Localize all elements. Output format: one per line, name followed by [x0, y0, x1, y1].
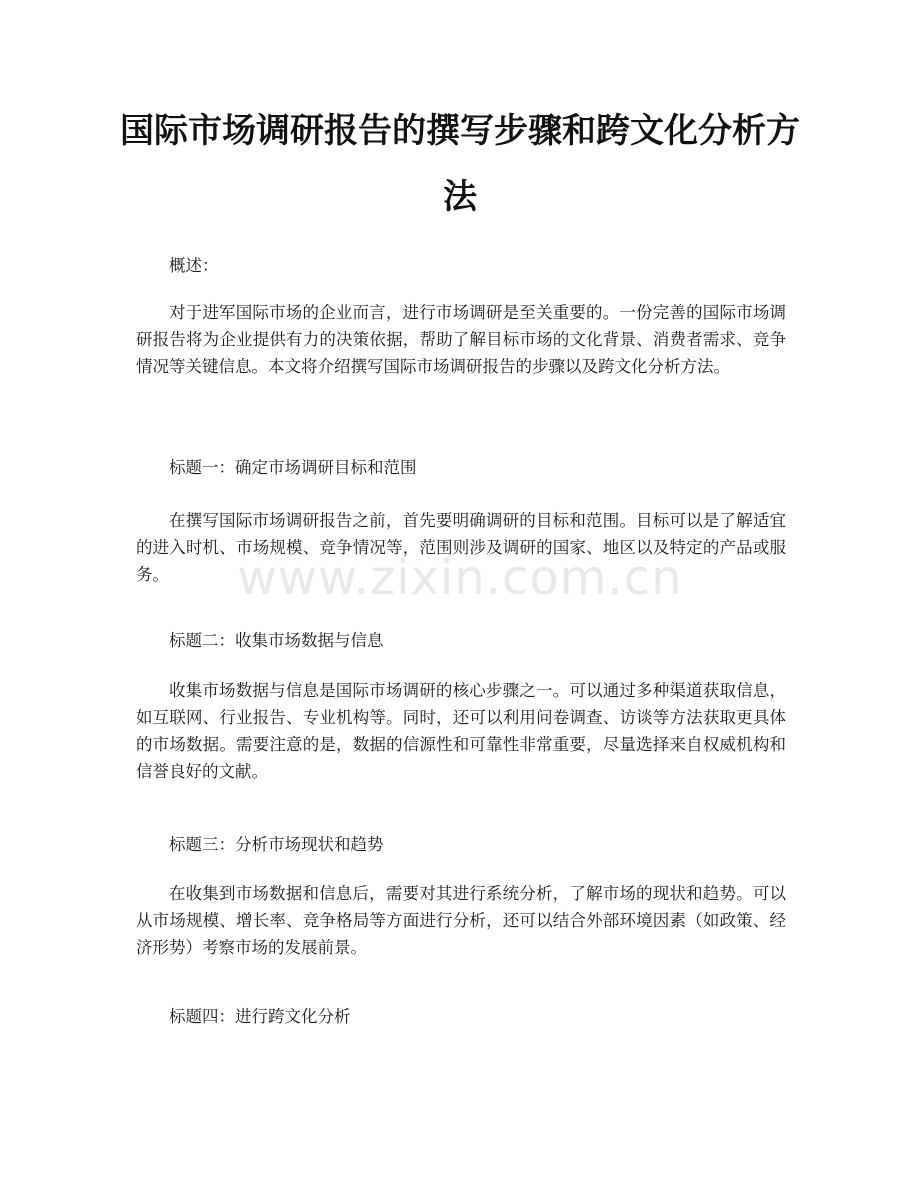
section-body-1: 在撰写国际市场调研报告之前，首先要明确调研的目标和范围。目标可以是了解适宜的进入时机、市场规模、竞争情况等，范围则涉及调研的国家、地区以及特定的产品或服务。: [136, 511, 786, 584]
watermark: www.zixin.com.cn: [237, 550, 683, 606]
intro-paragraph: 对于进军国际市场的企业而言，进行市场调研是至关重要的。一份完善的国际市场调研报告将为企业提供有力的决策依据，帮助了解目标市场的文化背景、消费者需求、竞争情况等关键信息。本文将介绍撰写国际市场调研报告的步骤以及跨文化分析方法。: [136, 303, 786, 376]
section-heading-2: 标题二：收集市场数据与信息: [169, 631, 384, 650]
document-title: 国际市场调研报告的撰写步骤和跨文化分析方法: [120, 111, 800, 217]
section-body-2: 收集市场数据与信息是国际市场调研的核心步骤之一。可以通过多种渠道获取信息，如互联网、行业报告、专业机构等。同时，还可以利用问卷调查、访谈等方法获取更具体的市场数据。需要注意的是，数据的信源性和可靠性非常重要，尽量选择来自权威机构和信誉良好的文献。: [136, 681, 786, 781]
section-heading-1: 标题一：确定市场调研目标和范围: [169, 458, 417, 477]
section-heading-3: 标题三：分析市场现状和趋势: [169, 835, 384, 854]
section-body-3: 在收集到市场数据和信息后，需要对其进行系统分析，了解市场的现状和趋势。可以从市场规模、增长率、竞争格局等方面进行分析，还可以结合外部环境因素（如政策、经济形势）考察市场的发展前景。: [136, 884, 786, 957]
section-heading-4: 标题四：进行跨文化分析: [169, 1007, 351, 1026]
overview-label: 概述：: [169, 256, 219, 275]
